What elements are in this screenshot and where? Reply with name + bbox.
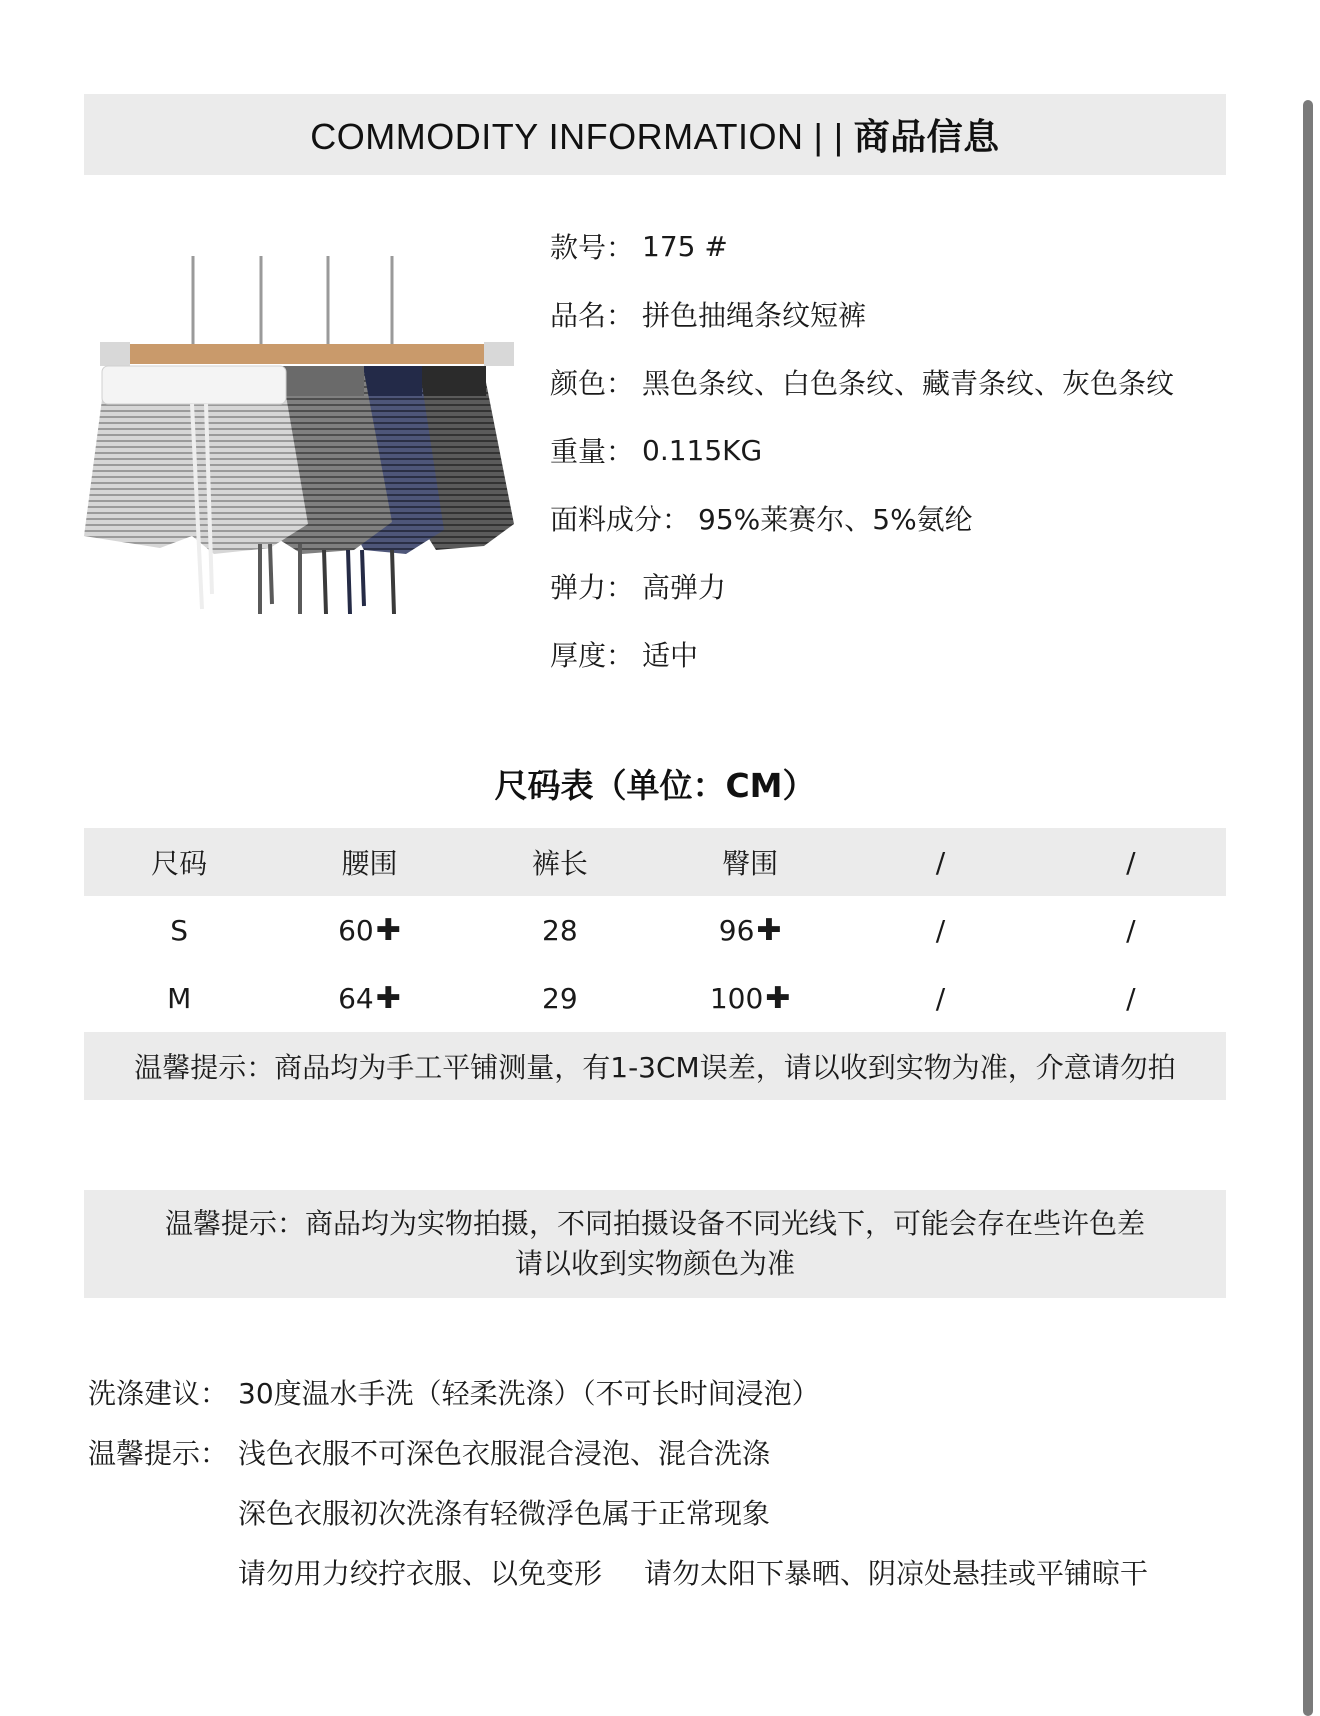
spec-value: 175 # xyxy=(642,229,728,263)
cell-length: 29 xyxy=(542,981,578,1015)
table-row xyxy=(84,896,1226,964)
spec-label: 品名： xyxy=(550,299,635,332)
cell-empty: / xyxy=(1126,913,1136,947)
cell-length: 28 xyxy=(542,913,578,947)
care-wash-label: 洗涤建议： xyxy=(88,1377,229,1410)
spec-value: 高弹力 xyxy=(642,571,727,604)
cell-value: 96 xyxy=(718,913,755,947)
spec-value: 0.115KG xyxy=(642,433,763,467)
spec-label: 款号： xyxy=(550,231,635,264)
cell-size: M xyxy=(167,981,192,1015)
col-header-length: 裤长 xyxy=(531,847,588,880)
spec-list xyxy=(550,212,1250,688)
care-tip-line-1: 浅色衣服不可深色衣服混合浸泡、混合洗涤 xyxy=(238,1437,771,1470)
spec-label: 颜色： xyxy=(550,367,635,400)
spec-value: 适中 xyxy=(642,639,699,672)
cell-empty: / xyxy=(1126,981,1136,1015)
spec-label: 重量： xyxy=(550,435,635,468)
care-wash-text: 30度温水手洗（轻柔洗涤）（不可长时间浸泡） xyxy=(238,1377,820,1410)
spec-label: 面料成分： xyxy=(550,503,691,536)
care-tip-label: 温馨提示： xyxy=(88,1437,229,1470)
title-cn: 商品信息 xyxy=(853,116,1000,157)
care-tip-row xyxy=(88,1542,1228,1602)
header-bar xyxy=(84,94,1226,175)
plus-icon: ✚ xyxy=(756,912,782,948)
page-title xyxy=(310,109,999,160)
col-header-waist: 腰围 xyxy=(341,847,398,880)
wooden-hanger xyxy=(124,344,494,364)
spec-weight xyxy=(550,416,1250,484)
spec-color xyxy=(550,348,1250,416)
spec-value: 拼色抽绳条纹短裤 xyxy=(642,299,867,332)
spec-product-name xyxy=(550,280,1250,348)
col-header-size: 尺码 xyxy=(151,847,208,880)
cell-waist xyxy=(274,964,464,1032)
title-separator: | | xyxy=(813,116,844,157)
plus-icon: ✚ xyxy=(765,980,791,1016)
spec-elasticity xyxy=(550,552,1250,620)
spec-value: 黑色条纹、白色条纹、藏青条纹、灰色条纹 xyxy=(642,367,1175,400)
care-tip-row xyxy=(88,1482,1228,1542)
spec-label: 弹力： xyxy=(550,571,635,604)
col-header-empty-2: / xyxy=(1126,845,1136,879)
care-tip-row xyxy=(88,1422,1228,1482)
col-header-empty-1: / xyxy=(935,845,946,879)
cell-value: 60 xyxy=(338,913,374,947)
color-note xyxy=(84,1190,1226,1298)
size-note: 温馨提示：商品均为手工平铺测量，有1-3CM误差，请以收到实物为准，介意请勿拍 xyxy=(84,1032,1226,1100)
scrollbar-thumb[interactable] xyxy=(1303,100,1313,1716)
cell-value: 100 xyxy=(709,981,764,1015)
hanger-hooks xyxy=(193,256,392,346)
cell-empty: / xyxy=(935,913,946,947)
care-instructions xyxy=(88,1362,1228,1602)
size-chart-title: 尺码表（单位：CM） xyxy=(494,766,816,805)
cell-size: S xyxy=(170,913,189,947)
cell-value: 64 xyxy=(338,981,374,1015)
product-image xyxy=(64,254,534,666)
color-note-line-1: 温馨提示：商品均为实物拍摄，不同拍摄设备不同光线下，可能会存在些许色差 xyxy=(164,1207,1145,1240)
size-table xyxy=(84,828,1226,1032)
plus-icon: ✚ xyxy=(375,980,401,1016)
care-tip-line-2: 深色衣服初次洗涤有轻微浮色属于正常现象 xyxy=(238,1497,771,1530)
spec-label: 厚度： xyxy=(550,639,635,672)
care-tip-line-3b: 请勿太阳下暴晒、阴凉处悬挂或平铺晾干 xyxy=(644,1557,1149,1590)
cell-empty: / xyxy=(935,981,946,1015)
spec-thickness xyxy=(550,620,1250,688)
color-note-line-2: 请以收到实物颜色为准 xyxy=(514,1247,795,1280)
care-tip-line-3a: 请勿用力绞拧衣服、以免变形 xyxy=(238,1557,603,1590)
table-header-row xyxy=(84,828,1226,896)
cell-waist xyxy=(274,896,464,964)
col-header-hip: 臀围 xyxy=(722,847,779,880)
care-wash-row xyxy=(88,1362,1228,1422)
spec-value: 95%莱赛尔、5%氨纶 xyxy=(698,503,973,536)
title-en: COMMODITY INFORMATION xyxy=(310,116,804,157)
plus-icon: ✚ xyxy=(375,912,401,948)
cell-hip xyxy=(655,896,845,964)
table-row xyxy=(84,964,1226,1032)
cell-hip xyxy=(655,964,845,1032)
spec-fabric xyxy=(550,484,1250,552)
spec-style-no xyxy=(550,212,1250,280)
